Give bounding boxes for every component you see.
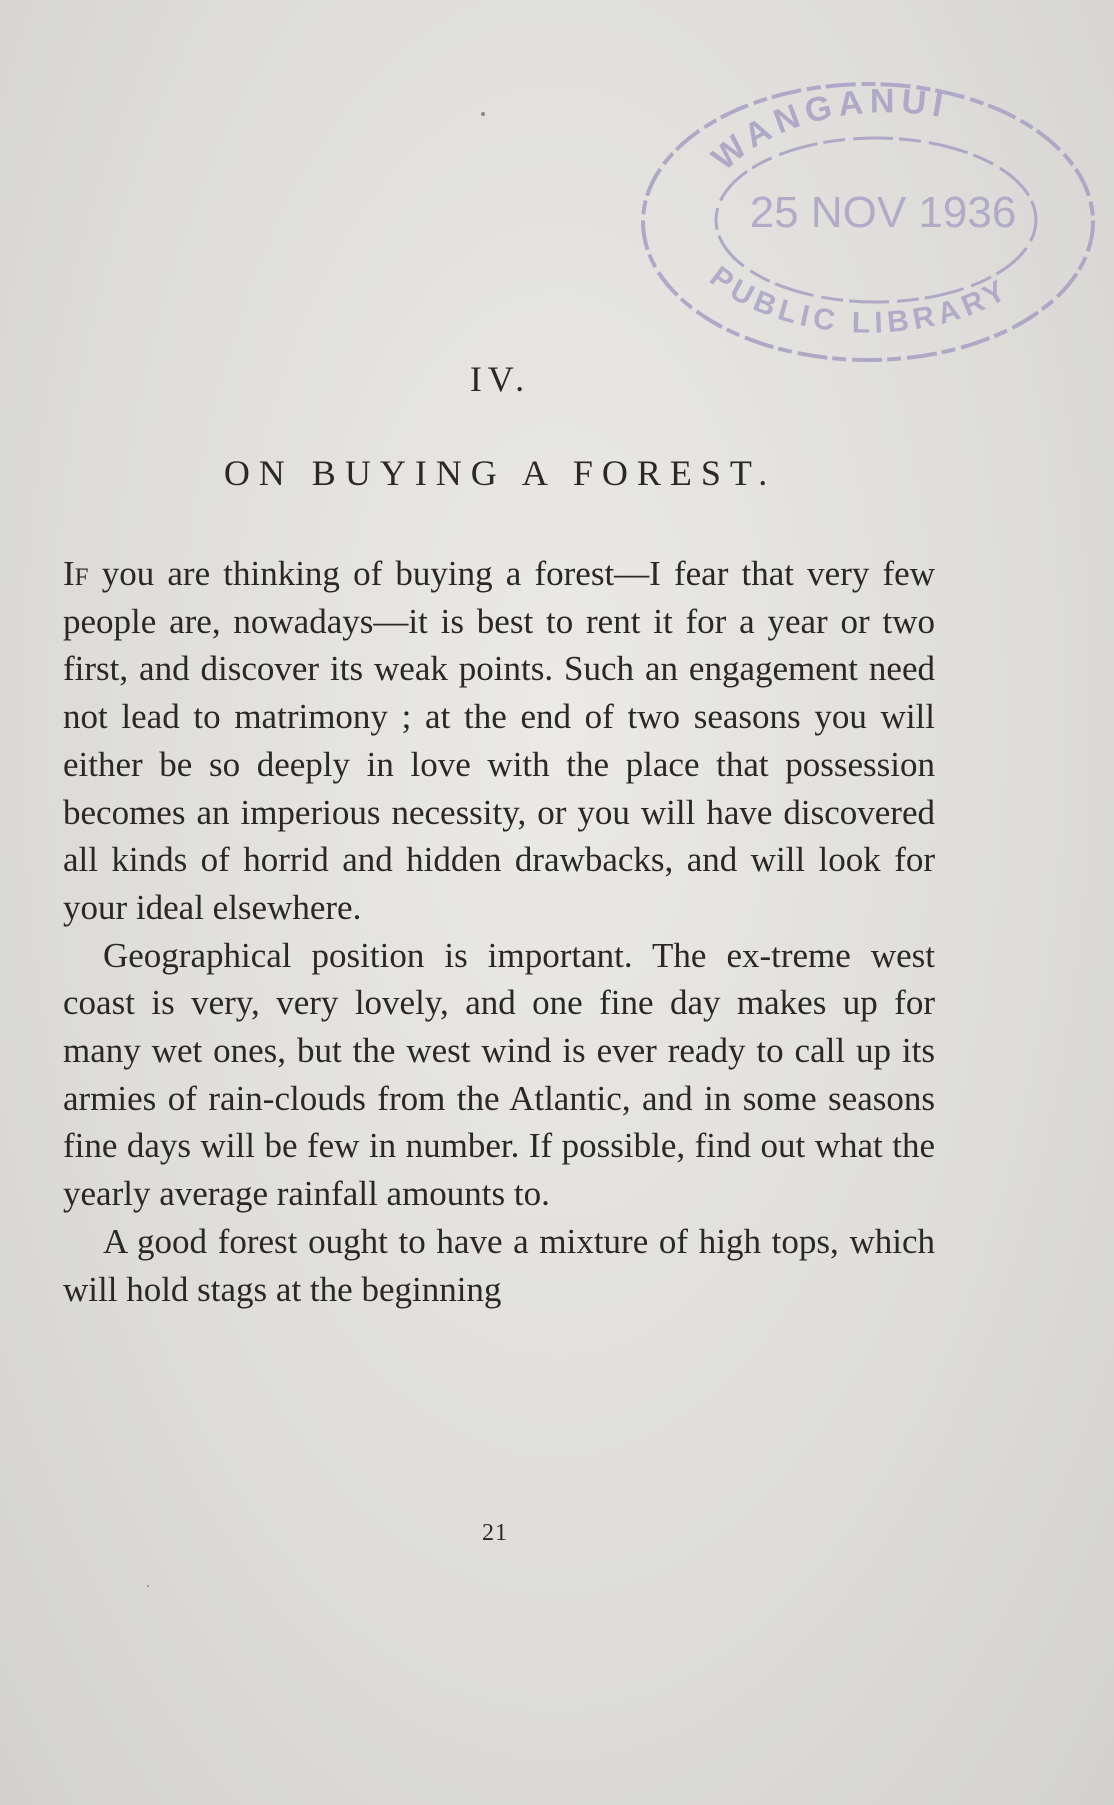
library-stamp	[618, 62, 1098, 372]
paragraph-1	[63, 550, 935, 932]
paragraph-2: Geographical position is important. The ex-treme west coast is very, very lovely, and one fine day makes up for many wet ones, but the west wind is ever ready to call up its armies of rain-clouds from the Atlantic, and in some seasons fine days will be few in number. If possible, find out what the yearly average rainfall amounts to.	[63, 935, 935, 1214]
svg-text:WANGANUI	[705, 82, 952, 178]
paper-speck	[481, 112, 485, 116]
stamp-top-text: WANGANUI	[704, 82, 952, 178]
page-number: 21	[482, 1520, 508, 1546]
chapter-title: ON BUYING A FOREST.	[223, 453, 777, 493]
paragraph-1-text: you are thinking of buying a forest—I fear that very few people are, nowadays—it is best to rent it for a year or two first, and discover its weak points. Such an engagement need not lead to matrimony ; at the end of two seasons you will either be so deeply in love with the place that possession becomes an imperious necessity, or you will have discovered all kinds of horrid and hidden drawbacks, and will look for your ideal elsewhere.	[63, 554, 935, 927]
chapter-number: IV.	[469, 359, 531, 399]
stamp-bottom-text: PUBLIC LIBRARY	[703, 260, 1016, 340]
opening-word: If	[63, 554, 89, 593]
stamp-date: 25 NOV 1936	[749, 188, 1017, 237]
paper-speck	[147, 1585, 149, 1587]
body-text	[63, 550, 935, 1313]
paragraph-3: A good forest ought to have a mixture of high tops, which will hold stags at the beginning	[63, 1221, 935, 1309]
